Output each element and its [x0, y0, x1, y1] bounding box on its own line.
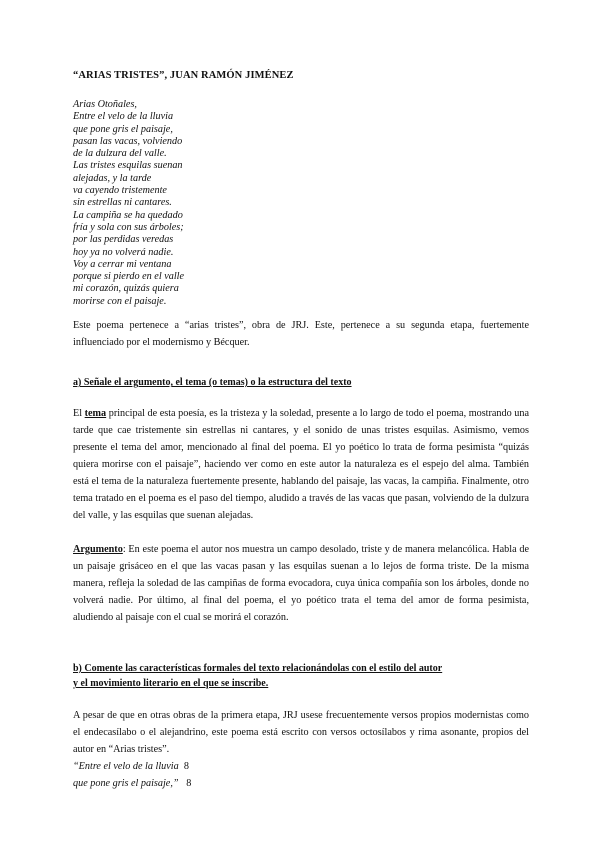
verse-example [73, 775, 529, 792]
tema-term: tema [84, 408, 107, 420]
section-a-heading: a) Señale el argumento, el tema (o temas) o la estructura del texto [73, 377, 352, 389]
poem-line: sin estrellas ni cantares. [73, 197, 172, 209]
document-page [73, 70, 529, 792]
argumento-text: : En este poema el autor nos muestra un campo desolado, triste y de manera melancólica. Habla de un paisaje grisáceo en el que las vacas pasan y las esquilas suenan a lo lejos de forma triste. De la misma manera, refleja la soledad de las campiñas de forma evocadora, cuya única compañía son los árboles, donde no volverá nadie. Por último, al final del poema, el yo poético trata el tema del amor de forma pesimista, aludiendo al paisaje con el cual se morirá el corazón. [73, 544, 529, 624]
tema-prefix: El [73, 408, 85, 420]
argumento-paragraph [73, 541, 529, 626]
verse-example [73, 758, 529, 775]
poem-line: Las tristes esquilas suenan [73, 160, 183, 172]
section-b-heading-line: y el movimiento literario en el que se inscribe. [73, 678, 269, 690]
poem-line: alejadas, y la tarde [73, 172, 152, 184]
poem-block [73, 99, 529, 308]
tema-text: principal de esta poesía, es la tristeza y la soledad, presente a lo largo de todo el poema, mostrando una tarde que cae tristemente sin estrellas ni cantares, y el sonido de unas tristes esquilas. Asimismo, vemos presente el tema del amor, mencionado al final del poema. El yo poético lo trata de forma pesimista “quizás quiera morirse con el paisaje”, haciendo ver como en este autor la naturaleza es el espejo del alma. También está el tema de la naturaleza fuertemente presente, hablando del paisaje, las vacas, la campiña. Finalmente, otro tema tratado en el poema es el paso del tiempo, aludido a través de las vacas que pasan, volviendo de la dulzura del valle, y las esquilas que suenan alejadas. [73, 408, 529, 522]
intro-paragraph: Este poema pertenece a “arias tristes”, obra de JRJ. Este, pertenece a su segunda etapa, fuertemente influenciado por el modernismo y Bécquer. [73, 320, 529, 349]
poem-line: Voy a cerrar mi ventana [73, 258, 172, 270]
syllable-count: 8 [186, 778, 192, 790]
poem-line: que pone gris el paisaje, [73, 123, 173, 135]
poem-line: de la dulzura del valle. [73, 148, 167, 160]
document-title: “ARIAS TRISTES”, JUAN RAMÓN JIMÉNEZ [73, 70, 294, 81]
argumento-term: Argumento [73, 544, 123, 556]
poem-line: morirse con el paisaje. [73, 295, 167, 307]
verse-text: que pone gris el paisaje,” [73, 778, 179, 790]
syllable-count: 8 [183, 761, 189, 773]
poem-line: mi corazón, quizás quiera [73, 283, 179, 295]
poem-line: por las perdidas veredas [73, 234, 174, 246]
poem-line: fría y sola con sus árboles; [73, 221, 184, 233]
poem-line: Entre el velo de la lluvia [73, 111, 174, 123]
section-b-paragraph: A pesar de que en otras obras de la primera etapa, JRJ usese frecuentemente versos propios modernistas como el endecasílabo o el alejandrino, este poema está escrito con versos octosílabos y rima asonante, propios del autor en “Arias tristes”. [73, 710, 529, 756]
section-b-heading [73, 661, 529, 691]
tema-paragraph [73, 405, 529, 524]
poem-line: La campiña se ha quedado [73, 209, 183, 221]
section-b-heading-line: b) Comente las características formales del texto relacionándolas con el estilo del autor [73, 663, 443, 675]
poem-line: Arias Otoñales, [73, 99, 137, 110]
verse-text: “Entre el velo de la lluvia [73, 761, 179, 773]
poem-line: pasan las vacas, volviendo [73, 135, 183, 147]
poem-line: porque si pierdo en el valle [73, 271, 184, 283]
poem-line: hoy ya no volverá nadie. [73, 246, 174, 258]
poem-line: va cayendo tristemente [73, 185, 167, 197]
